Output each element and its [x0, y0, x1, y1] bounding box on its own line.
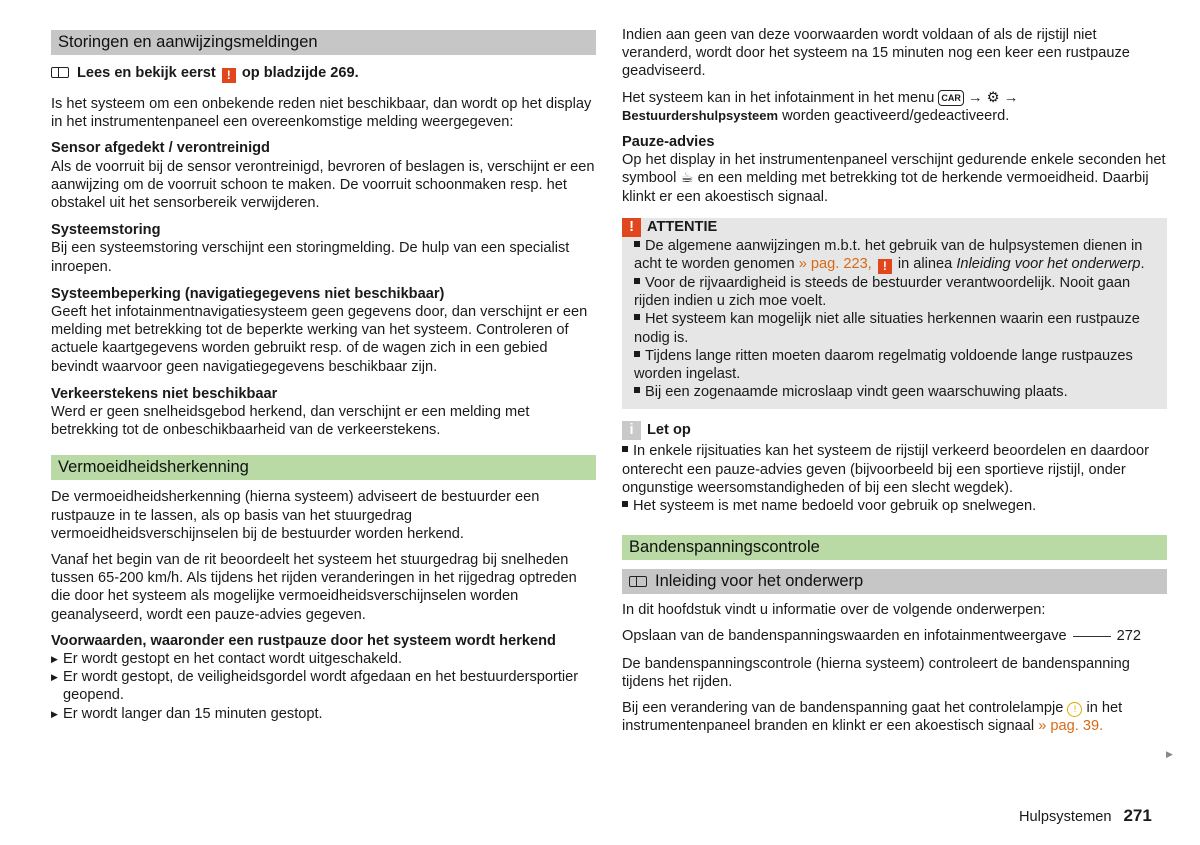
attentie-item-text: De algemene aanwijzingen m.b.t. het gebruik van de hulpsystemen dienen in acht te worden genomen — [634, 237, 1143, 273]
attentie-item — [634, 383, 1155, 401]
read-first-suffix: op bladzijde 269. — [241, 65, 359, 81]
attentie-item — [634, 310, 1155, 346]
tire-pressure-warning-icon: ! — [1067, 702, 1082, 717]
left-column — [51, 0, 596, 723]
let-op-item — [622, 497, 1167, 515]
intro-paragraph: Is het systeem om een onbekende reden niet beschikbaar, dan wordt op het display in het instrumentenpaneel een overeenkomstige melding weergegeven: — [51, 96, 592, 131]
read-first-prefix: Lees en bekijk eerst — [77, 65, 216, 81]
right-column — [622, 0, 1167, 735]
vermoeidheid-paragraph-2: Vanaf het begin van de rit beoordeelt het systeem het stuurgedrag bij snelheden tussen 65-200 km/h. Als tijdens het rijden veranderingen in het rijgedrag optreden die door het systeem als mogelijke vermoeidheidsverschijnselen worden geanalyseerd, wordt een pauze-advies gegeven. — [51, 552, 577, 623]
attentie-item-text: Het systeem kan mogelijk niet alle situaties herkennen waarin een rustpauze nodig is. — [634, 311, 1140, 346]
let-op-header — [622, 421, 1167, 440]
rustpauze-paragraph: Indien aan geen van deze voorwaarden wordt voldaan of als de rijstijl niet veranderd, wordt door het systeem na 15 minuten nog een keer een rustpauze geadviseerd. — [622, 27, 1130, 80]
systeembeperking-title: Systeembeperking (navigatiegegevens niet beschikbaar) — [51, 285, 445, 302]
toc-entry[interactable] — [622, 627, 1167, 645]
let-op-item-text: Het systeem is met name bedoeld voor gebruik op snelwegen. — [633, 498, 1037, 515]
let-op-box — [622, 421, 1167, 515]
attentie-item-italic: Inleiding voor het onderwerp — [956, 256, 1141, 273]
tp-text-b: in het instrumentenpaneel branden en klinkt er een akoestisch signaal — [622, 700, 1123, 735]
toc-entry-label: Opslaan van de bandenspanningswaarden en infotainmentweergave — [622, 628, 1067, 645]
pauze-advies-text — [622, 151, 1167, 206]
attentie-item — [634, 274, 1155, 310]
footer-section-name: Hulpsystemen — [1019, 809, 1112, 825]
pauze-advies-title: Pauze-advies — [622, 134, 715, 151]
conditions-list — [51, 650, 596, 723]
page-link[interactable]: » pag. 39. — [1038, 718, 1104, 735]
attentie-item-text: Voor de rijvaardigheid is steeds de bestuurder verantwoordelijk. Nooit gaan rijden indien u zich moe voelt. — [634, 275, 1131, 310]
pauze-text-b: en een melding met betrekking tot de herkende vermoeidheid. Daarbij klinkt er een akoestisch signaal. — [622, 170, 1149, 205]
bullet-square-icon — [634, 278, 640, 284]
section-heading-storingen: Storingen en aanwijzingsmeldingen — [51, 30, 596, 55]
attentie-title: ATTENTIE — [647, 218, 718, 235]
attentie-item-text: Bij een zogenaamde microslaap vindt geen waarschuwing plaats. — [645, 384, 1068, 401]
toc-leader — [1073, 636, 1111, 637]
subsection-heading-inleiding — [622, 569, 1167, 594]
bandenspanning-paragraph-2 — [622, 699, 1167, 735]
book-icon — [629, 576, 647, 587]
attentie-item-text: Tijdens lange ritten moeten daarom regelmatig voldoende lange rustpauzes worden ingelast. — [634, 347, 1133, 383]
list-item: ▶ Er wordt gestopt, de veiligheidsgordel wordt afgedaan en het bestuurdersportier geopend. — [51, 668, 596, 704]
warning-icon: ! — [222, 68, 236, 83]
bandenspanning-paragraph-1: De bandenspanningscontrole (hierna systeem) controleert de bandenspanning tijdens het rijden. — [622, 655, 1130, 690]
bullet-square-icon — [634, 351, 640, 357]
menu-item-name: Bestuurdershulpsysteem — [622, 107, 779, 123]
continue-arrow-icon: ▶ — [1166, 749, 1173, 759]
systeemstoring-title: Systeemstoring — [51, 222, 161, 239]
let-op-item-text: In enkele rijsituaties kan het systeem de rijstijl verkeerd beoordelen en daardoor onterecht een pauze-advies geven (bijvoorbeeld bij een sportieve rijstijl, onder ongunstige weersomstandigheden of bij een slecht wegdek). — [622, 443, 1149, 496]
menu-arrows: → ⚙ → — [967, 89, 1019, 106]
page-number: 271 — [1123, 806, 1152, 825]
attentie-item: De algemene aanwijzingen m.b.t. het gebruik van de hulpsystemen dienen in acht te worden genomen » pag. 223, ! in alinea Inleiding voor het onderwerp. — [634, 237, 1145, 274]
bullet-square-icon — [622, 446, 628, 452]
pauze-text-a: Op het display in het instrumentenpaneel verschijnt gedurende enkele seconden het symbool — [622, 152, 1166, 187]
toc-intro: In dit hoofdstuk vindt u informatie over de volgende onderwerpen: — [622, 602, 1046, 619]
toc-entry-page: 272 — [1116, 628, 1141, 645]
conditions-title: Voorwaarden, waaronder een rustpauze door het systeem wordt herkend — [51, 632, 556, 649]
systeemstoring-text: Bij een systeemstoring verschijnt een storingmelding. De hulp van een specialist inroepen. — [51, 240, 570, 275]
vermoeidheid-paragraph-1: De vermoeidheidsherkenning (hierna systeem) adviseert de bestuurder een rustpauze in te lassen, als op basis van het stuurgedrag vermoeidheidsverschijnselen bij de bestuurder worden herkend. — [51, 489, 540, 542]
let-op-title: Let op — [647, 422, 691, 439]
tp-text-a: Bij een verandering van de bandenspanning gaat het controlelampje — [622, 700, 1064, 717]
read-first-line — [51, 64, 596, 83]
bullet-square-icon — [634, 314, 640, 320]
systeembeperking-text: Geeft het infotainmentnavigatiesysteem geen gegevens door, dan verschijnt er een melding met betrekking tot de beperkte werking van het systeem. Controleren of actuele kaartgegevens worden gebruikt resp. of de wagen zich in een gebied bevindt waarvoor geen navigatiegegevens beschikbaar zijn. — [51, 304, 588, 375]
sensor-title: Sensor afgedekt / verontreinigd — [51, 140, 270, 157]
info-icon: i — [622, 421, 641, 440]
verkeerstekens-text: Werd er geen snelheidsgebod herkend, dan verschijnt er een melding met betrekking tot de onbeschikbaarheid van de verkeerstekens. — [51, 404, 530, 439]
page-footer — [1019, 806, 1152, 826]
book-icon — [51, 67, 69, 78]
bullet-square-icon — [634, 387, 640, 393]
attentie-box — [622, 218, 1167, 410]
coffee-cup-icon: ☕ — [680, 170, 694, 187]
sensor-text: Als de voorruit bij de sensor verontreinigd, bevroren of beslagen is, verschijnt er een aanwijzing om de voorruit schoon te maken. De voorruit schoonmaken resp. het obstakel uit het sensorbereik verwijderen. — [51, 158, 595, 212]
let-op-item — [622, 442, 1167, 497]
attentie-item-text: in alinea — [897, 256, 953, 273]
menu-paragraph — [622, 89, 1167, 125]
attentie-header — [622, 218, 1155, 237]
attentie-item — [634, 347, 1155, 383]
car-button-icon: CAR — [938, 90, 964, 106]
list-item: ▶ Er wordt langer dan 15 minuten gestopt. — [51, 705, 596, 723]
warning-icon: ! — [878, 259, 892, 274]
menu-text-a: Het systeem kan in het infotainment in het menu — [622, 89, 935, 106]
menu-text-c: worden geactiveerd/gedeactiveerd. — [782, 107, 1010, 124]
subsection-title: Inleiding voor het onderwerp — [655, 572, 864, 591]
section-heading-vermoeidheid: Vermoeidheidsherkenning — [51, 455, 596, 480]
page-link[interactable]: » pag. 223, — [798, 256, 872, 273]
bullet-square-icon — [622, 501, 628, 507]
bullet-square-icon — [634, 241, 640, 247]
section-heading-bandenspanning: Bandenspanningscontrole — [622, 535, 1167, 560]
list-item: ▶ Er wordt gestopt en het contact wordt uitgeschakeld. — [51, 650, 596, 668]
verkeerstekens-title: Verkeerstekens niet beschikbaar — [51, 385, 278, 402]
warning-icon: ! — [622, 218, 641, 237]
